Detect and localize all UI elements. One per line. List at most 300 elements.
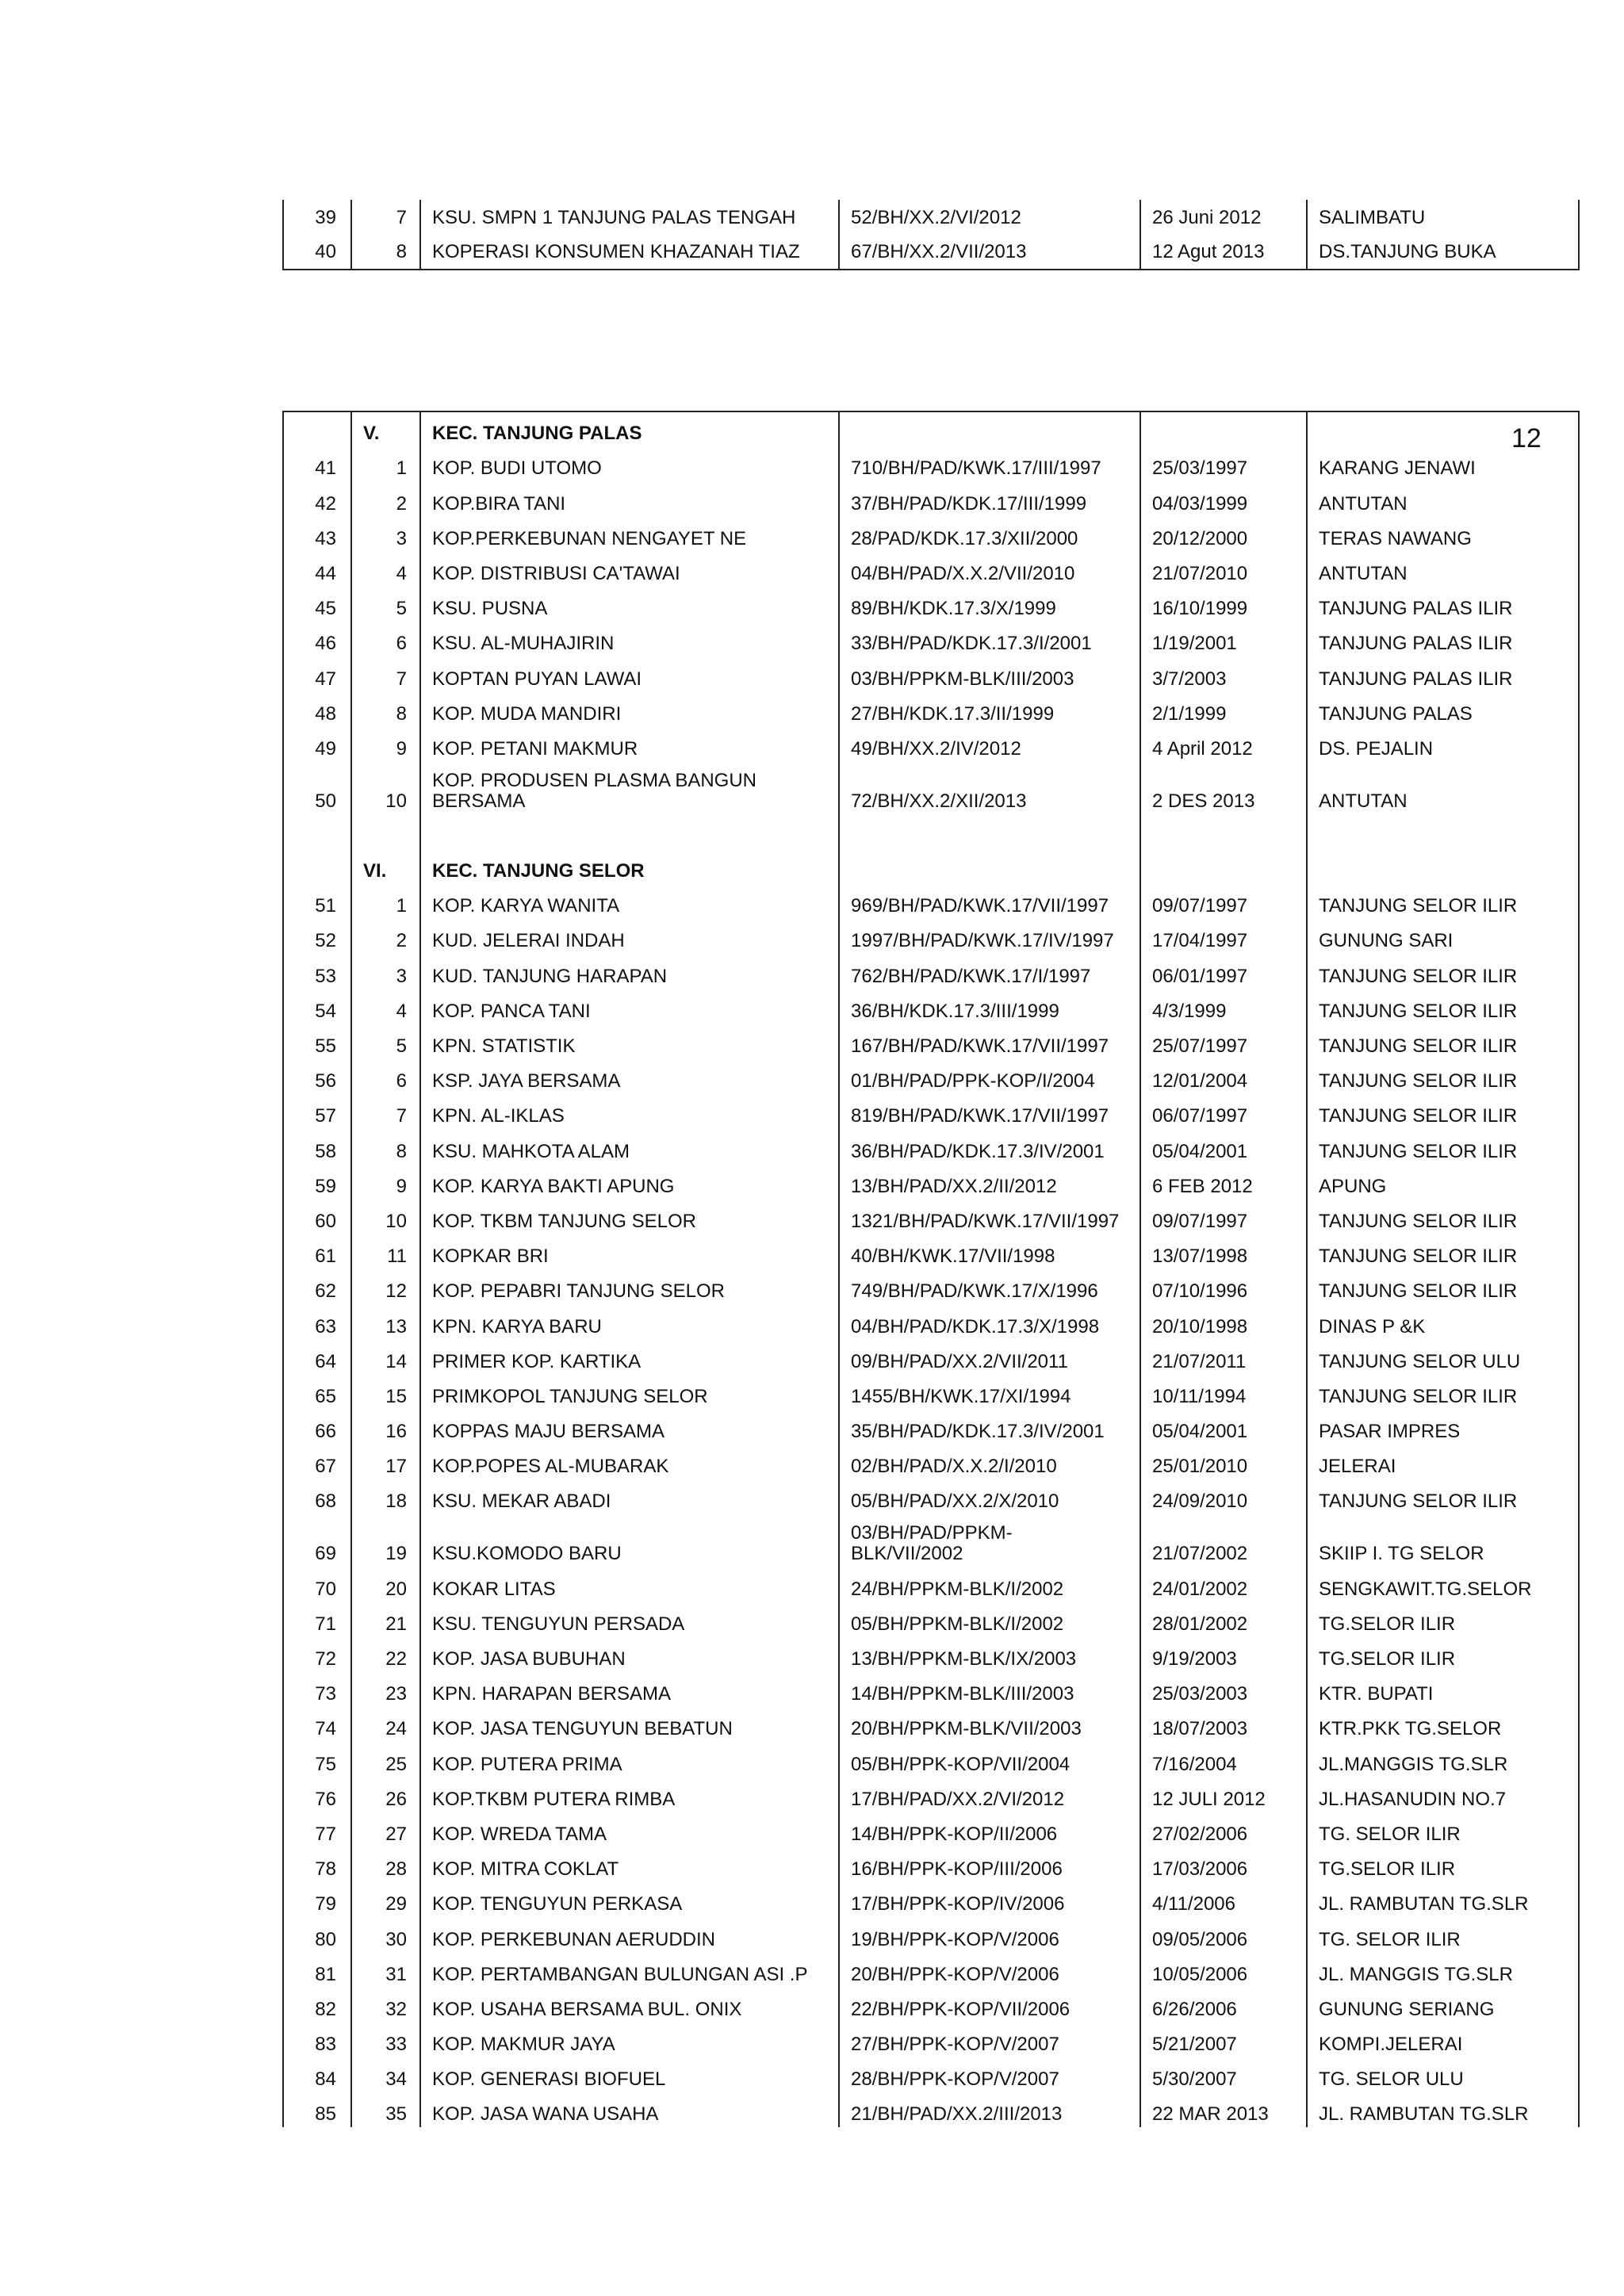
sub-number-cell: 27 — [351, 1812, 420, 1847]
cooperative-name-line: BERSAMA — [432, 790, 526, 812]
legal-entity-number-cell: 37/BH/PAD/KDK.17/III/1999 — [839, 481, 1140, 516]
row-number-cell: 80 — [283, 1917, 351, 1952]
table-row — [283, 692, 1579, 727]
table-row — [283, 1988, 1579, 2022]
address-cell: TERAS NAWANG — [1307, 517, 1579, 552]
cooperative-name-cell: KOP. JASA WANA USAHA — [420, 2092, 839, 2127]
table-row — [283, 1269, 1579, 1304]
date-cell: 4 April 2012 — [1140, 727, 1307, 762]
legal-entity-number-cell: 14/BH/PPK-KOP/II/2006 — [839, 1812, 1140, 1847]
table-row — [283, 1024, 1579, 1059]
date-cell: 13/07/1998 — [1140, 1234, 1307, 1269]
sub-number-cell: 17 — [351, 1445, 420, 1479]
cooperative-name-cell: KPN. STATISTIK — [420, 1024, 839, 1059]
table-row — [283, 2092, 1579, 2127]
sub-number-cell: 1 — [351, 446, 420, 481]
date-cell: 21/07/2010 — [1140, 552, 1307, 587]
table-row — [283, 1707, 1579, 1742]
empty-cell — [1140, 411, 1307, 446]
sub-number-cell: 10 — [351, 1200, 420, 1234]
table-row — [283, 1165, 1579, 1200]
cooperative-name-cell: KOP. PUTERA PRIMA — [420, 1742, 839, 1777]
sub-number-cell: 26 — [351, 1777, 420, 1812]
legal-entity-number-cell: 13/BH/PPKM-BLK/IX/2003 — [839, 1637, 1140, 1672]
table-row — [283, 1847, 1579, 1882]
table-row — [283, 884, 1579, 919]
section-roman-cell: VI. — [351, 849, 420, 884]
address-cell: TG.SELOR ILIR — [1307, 1637, 1579, 1672]
table-row — [283, 481, 1579, 516]
legal-entity-number-cell: 67/BH/XX.2/VII/2013 — [839, 235, 1140, 270]
table-top-body — [283, 200, 1579, 270]
cooperative-name-cell: KSU. SMPN 1 TANJUNG PALAS TENGAH — [420, 200, 839, 235]
date-cell: 20/12/2000 — [1140, 517, 1307, 552]
legal-entity-number-cell: 27/BH/PPK-KOP/V/2007 — [839, 2022, 1140, 2057]
sub-number-cell: 25 — [351, 1742, 420, 1777]
legal-entity-number-cell: 20/BH/PPK-KOP/V/2006 — [839, 1953, 1140, 1988]
date-cell: 26 Juni 2012 — [1140, 200, 1307, 235]
address-cell: TG. SELOR ILIR — [1307, 1812, 1579, 1847]
legal-entity-number-cell: 819/BH/PAD/KWK.17/VII/1997 — [839, 1094, 1140, 1129]
sub-number-cell: 2 — [351, 919, 420, 954]
legal-entity-number-cell: 14/BH/PPKM-BLK/III/2003 — [839, 1672, 1140, 1707]
empty-cell — [283, 411, 351, 446]
sub-number-cell: 1 — [351, 884, 420, 919]
table-row — [283, 1812, 1579, 1847]
address-cell: SENGKAWIT.TG.SELOR — [1307, 1567, 1579, 1601]
legal-entity-number-cell: 36/BH/PAD/KDK.17.3/IV/2001 — [839, 1129, 1140, 1164]
table-row — [283, 1637, 1579, 1672]
date-cell: 4/11/2006 — [1140, 1882, 1307, 1917]
sub-number-cell: 8 — [351, 692, 420, 727]
row-number-cell: 69 — [283, 1514, 351, 1567]
address-cell: TANJUNG PALAS ILIR — [1307, 656, 1579, 691]
legal-entity-number-cell: 72/BH/XX.2/XII/2013 — [839, 762, 1140, 814]
sub-number-cell: 9 — [351, 727, 420, 762]
section-roman-cell: V. — [351, 411, 420, 446]
date-cell: 21/07/2011 — [1140, 1340, 1307, 1375]
sub-number-cell: 28 — [351, 1847, 420, 1882]
table-row — [283, 446, 1579, 481]
table-row — [283, 517, 1579, 552]
row-number-cell: 82 — [283, 1988, 351, 2022]
sub-number-cell: 15 — [351, 1375, 420, 1410]
date-cell: 5/30/2007 — [1140, 2057, 1307, 2092]
sub-number-cell: 2 — [351, 481, 420, 516]
date-cell: 17/03/2006 — [1140, 1847, 1307, 1882]
row-number-cell: 73 — [283, 1672, 351, 1707]
row-number-cell: 41 — [283, 446, 351, 481]
cooperative-name-cell: KOPERASI KONSUMEN KHAZANAH TIAZ — [420, 235, 839, 270]
address-cell: ANTUTAN — [1307, 481, 1579, 516]
address-cell: TANJUNG SELOR ILIR — [1307, 1479, 1579, 1514]
sub-number-cell: 34 — [351, 2057, 420, 2092]
date-cell: 12 Agut 2013 — [1140, 235, 1307, 270]
address-cell: JL.MANGGIS TG.SLR — [1307, 1742, 1579, 1777]
row-number-cell: 50 — [283, 762, 351, 814]
address-cell: JL. MANGGIS TG.SLR — [1307, 1953, 1579, 1988]
row-number-cell: 45 — [283, 587, 351, 622]
date-cell: 3/7/2003 — [1140, 656, 1307, 691]
cooperative-name-cell: KPN. KARYA BARU — [420, 1304, 839, 1339]
sub-number-cell: 21 — [351, 1602, 420, 1637]
cooperative-name-cell: KSU. MAHKOTA ALAM — [420, 1129, 839, 1164]
cooperative-name-cell — [420, 762, 839, 814]
cooperative-name-cell: KUD. JELERAI INDAH — [420, 919, 839, 954]
address-cell: JL. RAMBUTAN TG.SLR — [1307, 1882, 1579, 1917]
date-cell: 21/07/2002 — [1140, 1514, 1307, 1567]
legal-entity-number-cell: 33/BH/PAD/KDK.17.3/I/2001 — [839, 622, 1140, 656]
row-number-cell: 60 — [283, 1200, 351, 1234]
date-cell: 9/19/2003 — [1140, 1637, 1307, 1672]
sub-number-cell: 22 — [351, 1637, 420, 1672]
cooperative-name-cell: KOP. MITRA COKLAT — [420, 1847, 839, 1882]
legal-entity-number-cell: 02/BH/PAD/X.X.2/I/2010 — [839, 1445, 1140, 1479]
date-cell: 06/07/1997 — [1140, 1094, 1307, 1129]
date-cell: 22 MAR 2013 — [1140, 2092, 1307, 2127]
legal-entity-number-cell: 762/BH/PAD/KWK.17/I/1997 — [839, 954, 1140, 989]
sub-number-cell: 11 — [351, 1234, 420, 1269]
row-number-cell: 79 — [283, 1882, 351, 1917]
address-cell: GUNUNG SERIANG — [1307, 1988, 1579, 2022]
sub-number-cell: 6 — [351, 622, 420, 656]
cooperative-name-cell: KSU. AL-MUHAJIRIN — [420, 622, 839, 656]
sub-number-cell: 5 — [351, 587, 420, 622]
cooperative-name-cell: KOP. PERTAMBANGAN BULUNGAN ASI .P — [420, 1953, 839, 1988]
sub-number-cell: 19 — [351, 1514, 420, 1567]
legal-entity-number-cell: 28/BH/PPK-KOP/V/2007 — [839, 2057, 1140, 2092]
row-number-cell: 62 — [283, 1269, 351, 1304]
row-number-cell: 56 — [283, 1059, 351, 1094]
cooperative-name-cell: KOPPAS MAJU BERSAMA — [420, 1410, 839, 1445]
legal-entity-number-cell: 20/BH/PPKM-BLK/VII/2003 — [839, 1707, 1140, 1742]
row-number-cell: 65 — [283, 1375, 351, 1410]
address-cell: PASAR IMPRES — [1307, 1410, 1579, 1445]
address-cell: ANTUTAN — [1307, 552, 1579, 587]
address-cell: TG. SELOR ILIR — [1307, 1917, 1579, 1952]
legal-entity-number-cell: 89/BH/KDK.17.3/X/1999 — [839, 587, 1140, 622]
row-number-cell: 55 — [283, 1024, 351, 1059]
legal-entity-number-cell: 22/BH/PPK-KOP/VII/2006 — [839, 1988, 1140, 2022]
address-cell: TANJUNG SELOR ILIR — [1307, 1129, 1579, 1164]
row-number-cell: 68 — [283, 1479, 351, 1514]
legal-entity-number-cell: 05/BH/PAD/XX.2/X/2010 — [839, 1479, 1140, 1514]
empty-cell — [1140, 849, 1307, 884]
cooperative-name-cell: KOP. PEPABRI TANJUNG SELOR — [420, 1269, 839, 1304]
legal-entity-number-cell: 1997/BH/PAD/KWK.17/IV/1997 — [839, 919, 1140, 954]
date-cell: 10/11/1994 — [1140, 1375, 1307, 1410]
table-row — [283, 1129, 1579, 1164]
cooperative-name-cell: KSU. TENGUYUN PERSADA — [420, 1602, 839, 1637]
cooperative-name-cell: KUD. TANJUNG HARAPAN — [420, 954, 839, 989]
sub-number-cell: 12 — [351, 1269, 420, 1304]
cooperative-name-cell: KSP. JAYA BERSAMA — [420, 1059, 839, 1094]
table-row — [283, 919, 1579, 954]
sub-number-cell: 35 — [351, 2092, 420, 2127]
row-number-cell: 71 — [283, 1602, 351, 1637]
address-cell: SALIMBATU — [1307, 200, 1579, 235]
legal-entity-number-cell: 01/BH/PAD/PPK-KOP/I/2004 — [839, 1059, 1140, 1094]
date-cell: 17/04/1997 — [1140, 919, 1307, 954]
cooperative-name-cell: KSU. MEKAR ABADI — [420, 1479, 839, 1514]
cooperative-table-main — [282, 411, 1580, 2127]
table-row — [283, 2022, 1579, 2057]
row-number-cell: 78 — [283, 1847, 351, 1882]
date-cell: 2 DES 2013 — [1140, 762, 1307, 814]
row-number-cell: 72 — [283, 1637, 351, 1672]
table-row — [283, 1917, 1579, 1952]
table-row — [283, 1304, 1579, 1339]
date-cell: 12 JULI 2012 — [1140, 1777, 1307, 1812]
cooperative-name-cell: KOP.TKBM PUTERA RIMBA — [420, 1777, 839, 1812]
row-number-cell: 64 — [283, 1340, 351, 1375]
address-cell: TANJUNG SELOR ILIR — [1307, 1094, 1579, 1129]
cooperative-name-cell: KOP. TKBM TANJUNG SELOR — [420, 1200, 839, 1234]
row-number-cell: 81 — [283, 1953, 351, 1988]
row-number-cell: 42 — [283, 481, 351, 516]
table-row — [283, 1479, 1579, 1514]
row-number-cell: 75 — [283, 1742, 351, 1777]
date-cell: 5/21/2007 — [1140, 2022, 1307, 2057]
address-cell: GUNUNG SARI — [1307, 919, 1579, 954]
date-cell: 7/16/2004 — [1140, 1742, 1307, 1777]
legal-entity-number-cell: 36/BH/KDK.17.3/III/1999 — [839, 989, 1140, 1024]
address-cell: JL. RAMBUTAN TG.SLR — [1307, 2092, 1579, 2127]
table-row — [283, 1882, 1579, 1917]
table-row — [283, 1777, 1579, 1812]
sub-number-cell: 9 — [351, 1165, 420, 1200]
row-number-cell: 40 — [283, 235, 351, 270]
empty-cell — [420, 814, 839, 849]
date-cell: 25/03/1997 — [1140, 446, 1307, 481]
cooperative-name-cell: KOP. PETANI MAKMUR — [420, 727, 839, 762]
address-cell: ANTUTAN — [1307, 762, 1579, 814]
sub-number-cell: 4 — [351, 989, 420, 1024]
cooperative-name-cell: KOP. GENERASI BIOFUEL — [420, 2057, 839, 2092]
table-row — [283, 1059, 1579, 1094]
cooperative-name-cell: PRIMER KOP. KARTIKA — [420, 1340, 839, 1375]
date-cell: 24/09/2010 — [1140, 1479, 1307, 1514]
date-cell: 12/01/2004 — [1140, 1059, 1307, 1094]
legal-entity-number-cell: 09/BH/PAD/XX.2/VII/2011 — [839, 1340, 1140, 1375]
address-cell: JELERAI — [1307, 1445, 1579, 1479]
sub-number-cell: 31 — [351, 1953, 420, 1988]
date-cell: 09/07/1997 — [1140, 1200, 1307, 1234]
legal-entity-number-cell: 19/BH/PPK-KOP/V/2006 — [839, 1917, 1140, 1952]
cooperative-name-cell: PRIMKOPOL TANJUNG SELOR — [420, 1375, 839, 1410]
address-cell: TANJUNG PALAS ILIR — [1307, 587, 1579, 622]
legal-entity-number-cell: 04/BH/PAD/KDK.17.3/X/1998 — [839, 1304, 1140, 1339]
table-row — [283, 954, 1579, 989]
table-row — [283, 1602, 1579, 1637]
cooperative-name-line: KOP. PRODUSEN PLASMA BANGUN — [432, 769, 757, 791]
date-cell: 6/26/2006 — [1140, 1988, 1307, 2022]
cooperative-name-cell: KSU.KOMODO BARU — [420, 1514, 839, 1567]
section-header-row — [283, 849, 1579, 884]
address-cell: KTR. BUPATI — [1307, 1672, 1579, 1707]
row-number-cell: 39 — [283, 200, 351, 235]
table-row — [283, 1410, 1579, 1445]
address-cell: TANJUNG PALAS — [1307, 692, 1579, 727]
sub-number-cell: 10 — [351, 762, 420, 814]
cooperative-name-cell: KOP.PERKEBUNAN NENGAYET NE — [420, 517, 839, 552]
sub-number-cell: 18 — [351, 1479, 420, 1514]
legal-entity-number-cell: 04/BH/PAD/X.X.2/VII/2010 — [839, 552, 1140, 587]
date-cell: 6 FEB 2012 — [1140, 1165, 1307, 1200]
section-header-row — [283, 411, 1579, 446]
cooperative-name-cell: KOP. PERKEBUNAN AERUDDIN — [420, 1917, 839, 1952]
sub-number-cell: 14 — [351, 1340, 420, 1375]
legal-entity-number-cell: 28/PAD/KDK.17.3/XII/2000 — [839, 517, 1140, 552]
address-cell: TANJUNG SELOR ILIR — [1307, 1024, 1579, 1059]
sub-number-cell: 29 — [351, 1882, 420, 1917]
legal-entity-number-line: BLK/VII/2002 — [851, 1543, 963, 1565]
row-number-cell: 59 — [283, 1165, 351, 1200]
address-cell: JL.HASANUDIN NO.7 — [1307, 1777, 1579, 1812]
address-cell: KARANG JENAWI — [1307, 446, 1579, 481]
table-row — [283, 200, 1579, 235]
cooperative-table-top — [282, 200, 1580, 270]
legal-entity-number-cell: 1321/BH/PAD/KWK.17/VII/1997 — [839, 1200, 1140, 1234]
date-cell: 05/04/2001 — [1140, 1129, 1307, 1164]
address-cell: DINAS P &K — [1307, 1304, 1579, 1339]
empty-cell — [1140, 814, 1307, 849]
table-row — [283, 1340, 1579, 1375]
address-cell: APUNG — [1307, 1165, 1579, 1200]
table-row — [283, 587, 1579, 622]
legal-entity-number-cell: 49/BH/XX.2/IV/2012 — [839, 727, 1140, 762]
cooperative-name-cell: KOP. JASA TENGUYUN BEBATUN — [420, 1707, 839, 1742]
date-cell: 25/03/2003 — [1140, 1672, 1307, 1707]
sub-number-cell: 13 — [351, 1304, 420, 1339]
sub-number-cell: 3 — [351, 954, 420, 989]
legal-entity-number-cell: 969/BH/PAD/KWK.17/VII/1997 — [839, 884, 1140, 919]
table-row — [283, 235, 1579, 270]
table-row — [283, 1375, 1579, 1410]
row-number-cell: 58 — [283, 1129, 351, 1164]
row-number-cell: 54 — [283, 989, 351, 1024]
address-cell: TG. SELOR ULU — [1307, 2057, 1579, 2092]
sub-number-cell: 33 — [351, 2022, 420, 2057]
legal-entity-number-cell: 13/BH/PAD/XX.2/II/2012 — [839, 1165, 1140, 1200]
table-row — [283, 1234, 1579, 1269]
empty-cell — [283, 814, 351, 849]
legal-entity-number-cell: 05/BH/PPKM-BLK/I/2002 — [839, 1602, 1140, 1637]
table-main-body — [283, 411, 1579, 2127]
legal-entity-number-cell: 40/BH/KWK.17/VII/1998 — [839, 1234, 1140, 1269]
row-number-cell: 76 — [283, 1777, 351, 1812]
sub-number-cell: 7 — [351, 1094, 420, 1129]
legal-entity-number-cell: 167/BH/PAD/KWK.17/VII/1997 — [839, 1024, 1140, 1059]
table-row — [283, 1445, 1579, 1479]
table-row — [283, 656, 1579, 691]
cooperative-name-cell: KOP. PANCA TANI — [420, 989, 839, 1024]
address-cell: KTR.PKK TG.SELOR — [1307, 1707, 1579, 1742]
legal-entity-number-cell: 03/BH/PPKM-BLK/III/2003 — [839, 656, 1140, 691]
table-row — [283, 1200, 1579, 1234]
sub-number-cell: 32 — [351, 1988, 420, 2022]
table-row — [283, 1953, 1579, 1988]
date-cell: 25/01/2010 — [1140, 1445, 1307, 1479]
row-number-cell: 85 — [283, 2092, 351, 2127]
date-cell: 28/01/2002 — [1140, 1602, 1307, 1637]
cooperative-name-cell: KPN. HARAPAN BERSAMA — [420, 1672, 839, 1707]
table-row — [283, 622, 1579, 656]
sub-number-cell: 7 — [351, 200, 420, 235]
row-number-cell: 53 — [283, 954, 351, 989]
row-number-cell: 77 — [283, 1812, 351, 1847]
date-cell: 04/03/1999 — [1140, 481, 1307, 516]
legal-entity-number-cell: 05/BH/PPK-KOP/VII/2004 — [839, 1742, 1140, 1777]
sub-number-cell: 7 — [351, 656, 420, 691]
empty-cell — [839, 814, 1140, 849]
legal-entity-number-cell: 24/BH/PPKM-BLK/I/2002 — [839, 1567, 1140, 1601]
table-row — [283, 989, 1579, 1024]
legal-entity-number-cell: 21/BH/PAD/XX.2/III/2013 — [839, 2092, 1140, 2127]
row-number-cell: 61 — [283, 1234, 351, 1269]
row-number-cell: 57 — [283, 1094, 351, 1129]
address-cell: TANJUNG PALAS ILIR — [1307, 622, 1579, 656]
date-cell: 24/01/2002 — [1140, 1567, 1307, 1601]
legal-entity-number-cell: 17/BH/PPK-KOP/IV/2006 — [839, 1882, 1140, 1917]
cooperative-name-cell: KOP. KARYA WANITA — [420, 884, 839, 919]
legal-entity-number-line: 03/BH/PAD/PPKM- — [851, 1522, 1013, 1544]
cooperative-name-cell: KOP.POPES AL-MUBARAK — [420, 1445, 839, 1479]
row-number-cell: 70 — [283, 1567, 351, 1601]
cooperative-name-cell: KOP. USAHA BERSAMA BUL. ONIX — [420, 1988, 839, 2022]
cooperative-name-cell: KOKAR LITAS — [420, 1567, 839, 1601]
address-cell: SKIIP I. TG SELOR — [1307, 1514, 1579, 1567]
address-cell: DS. PEJALIN — [1307, 727, 1579, 762]
date-cell: 16/10/1999 — [1140, 587, 1307, 622]
sub-number-cell: 5 — [351, 1024, 420, 1059]
date-cell: 20/10/1998 — [1140, 1304, 1307, 1339]
row-number-cell: 66 — [283, 1410, 351, 1445]
legal-entity-number-cell — [839, 1514, 1140, 1567]
cooperative-name-cell: KOP. JASA BUBUHAN — [420, 1637, 839, 1672]
address-cell: TANJUNG SELOR ILIR — [1307, 1269, 1579, 1304]
address-cell: TANJUNG SELOR ILIR — [1307, 1375, 1579, 1410]
cooperative-name-cell: KOP. KARYA BAKTI APUNG — [420, 1165, 839, 1200]
row-number-cell: 67 — [283, 1445, 351, 1479]
row-number-cell: 48 — [283, 692, 351, 727]
table-row — [283, 2057, 1579, 2092]
section-title-cell: KEC. TANJUNG PALAS — [420, 411, 839, 446]
table-row — [283, 552, 1579, 587]
row-number-cell: 49 — [283, 727, 351, 762]
sub-number-cell: 30 — [351, 1917, 420, 1952]
date-cell: 10/05/2006 — [1140, 1953, 1307, 1988]
sub-number-cell: 6 — [351, 1059, 420, 1094]
legal-entity-number-cell: 710/BH/PAD/KWK.17/III/1997 — [839, 446, 1140, 481]
empty-cell — [351, 814, 420, 849]
address-cell: TANJUNG SELOR ILIR — [1307, 884, 1579, 919]
row-number-cell: 63 — [283, 1304, 351, 1339]
legal-entity-number-cell: 1455/BH/KWK.17/XI/1994 — [839, 1375, 1140, 1410]
row-number-cell: 83 — [283, 2022, 351, 2057]
legal-entity-number-cell: 52/BH/XX.2/VI/2012 — [839, 200, 1140, 235]
row-number-cell: 51 — [283, 884, 351, 919]
table-row — [283, 1094, 1579, 1129]
table-row — [283, 1742, 1579, 1777]
table-row — [283, 1672, 1579, 1707]
legal-entity-number-cell: 17/BH/PAD/XX.2/VI/2012 — [839, 1777, 1140, 1812]
address-cell: TANJUNG SELOR ILIR — [1307, 1059, 1579, 1094]
cooperative-name-cell: KOP. WREDA TAMA — [420, 1812, 839, 1847]
sub-number-cell: 8 — [351, 235, 420, 270]
date-cell: 27/02/2006 — [1140, 1812, 1307, 1847]
row-number-cell: 74 — [283, 1707, 351, 1742]
